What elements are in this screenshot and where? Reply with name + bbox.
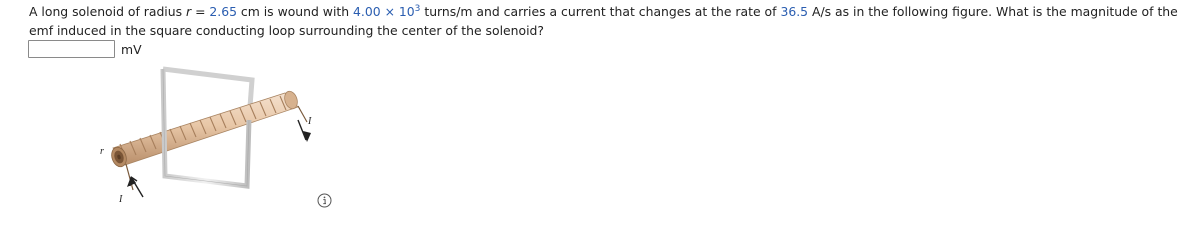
current-arrow-out (298, 120, 306, 140)
question-text-part: = (191, 4, 210, 19)
lead-wire-top (298, 106, 307, 122)
question-text-part: A/s as in the following figure. What is the magnitude of the emf induced in the square conducting loop surrounding the center of the solenoid? (29, 4, 1178, 38)
turns-exponent: 3 (414, 3, 421, 14)
figure-label-radius: r (100, 146, 104, 157)
question-text (29, 2, 1194, 40)
radius-value: 2.65 (209, 4, 237, 19)
info-button[interactable] (317, 193, 332, 208)
current-rate-value: 36.5 (780, 4, 809, 19)
turns-density-value: $4.00 \times 10^3$ (353, 3, 421, 19)
info-icon (317, 193, 332, 208)
answer-input[interactable] (28, 40, 115, 58)
answer-row (28, 40, 142, 58)
solenoid-figure (95, 62, 320, 207)
question-text-part: turns/m and carries a current that changes at the rate of (420, 4, 781, 19)
question-text-part: A long solenoid of radius (29, 4, 187, 19)
question-text-part: cm is wound with (236, 4, 354, 19)
figure-label-current-bottom: I (119, 194, 123, 205)
radius-symbol: r (186, 4, 192, 19)
answer-unit: mV (121, 41, 142, 57)
figure-label-current-top: I (308, 116, 312, 127)
solenoid-coil (109, 90, 299, 169)
